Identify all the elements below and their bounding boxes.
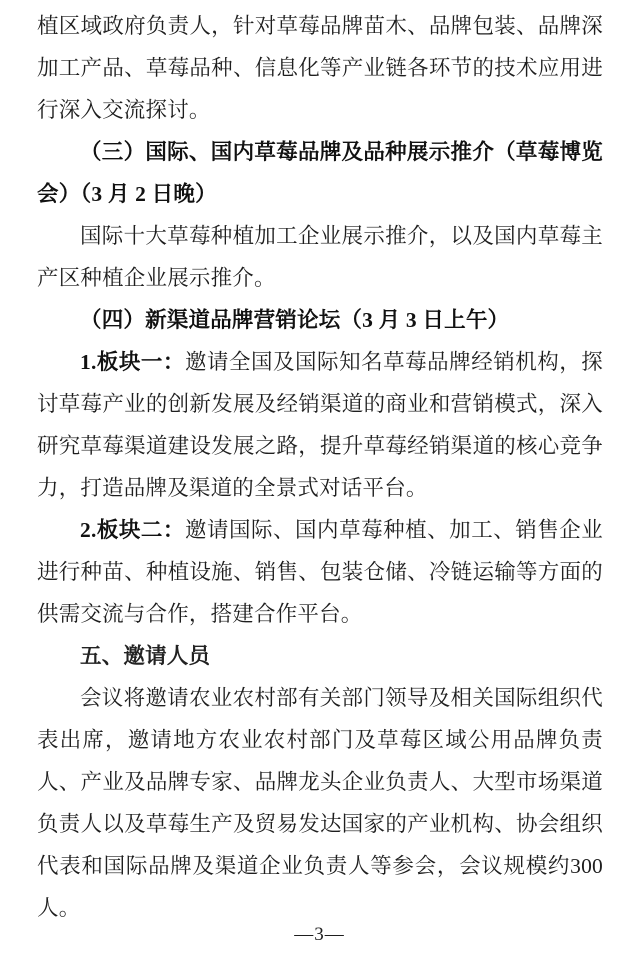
paragraph-invitees: 会议将邀请农业农村部有关部门领导及相关国际组织代表出席，邀请地方农业农村部门及草莓区域公用品牌负责人、产业及品牌专家、品牌龙头企业负责人、大型市场渠道负责人以及草莓生产及贸易发达国家的产业机构、协会组织代表和国际品牌及渠道企业负责人等参会，会议规模约300人。 [37,686,603,920]
block2-label: 2.板块二： [80,518,185,542]
document-body [37,5,603,929]
section-heading-3: （三）国际、国内草莓品牌及品种展示推介（草莓博览会）（3 月 2 日晚） [37,140,603,206]
block1-label: 1.板块一： [80,350,185,374]
section-heading-4: （四）新渠道品牌营销论坛（3 月 3 日上午） [80,308,510,332]
block2-text: 邀请国际、国内草莓种植、加工、销售企业进行种苗、种植设施、销售、包装仓储、冷链运输等方面的供需交流与合作，搭建合作平台。 [37,518,603,626]
paragraph-block2 [37,509,603,635]
section-heading-5: 五、邀请人员 [80,644,211,668]
block1-text: 邀请全国及国际知名草莓品牌经销机构，探讨草莓产业的创新发展及经销渠道的商业和营销模式，深入研究草莓渠道建设发展之路，提升草莓经销渠道的核心竞争力，打造品牌及渠道的全景式对话平台。 [37,350,603,500]
paragraph-expo: 国际十大草莓种植加工企业展示推介，以及国内草莓主产区种植企业展示推介。 [37,224,603,290]
paragraph-continuation: 植区域政府负责人，针对草莓品牌苗木、品牌包装、品牌深加工产品、草莓品种、信息化等产业链各环节的技术应用进行深入交流探讨。 [37,14,603,122]
paragraph-block1 [37,341,603,509]
page-number: —3— [294,924,345,945]
